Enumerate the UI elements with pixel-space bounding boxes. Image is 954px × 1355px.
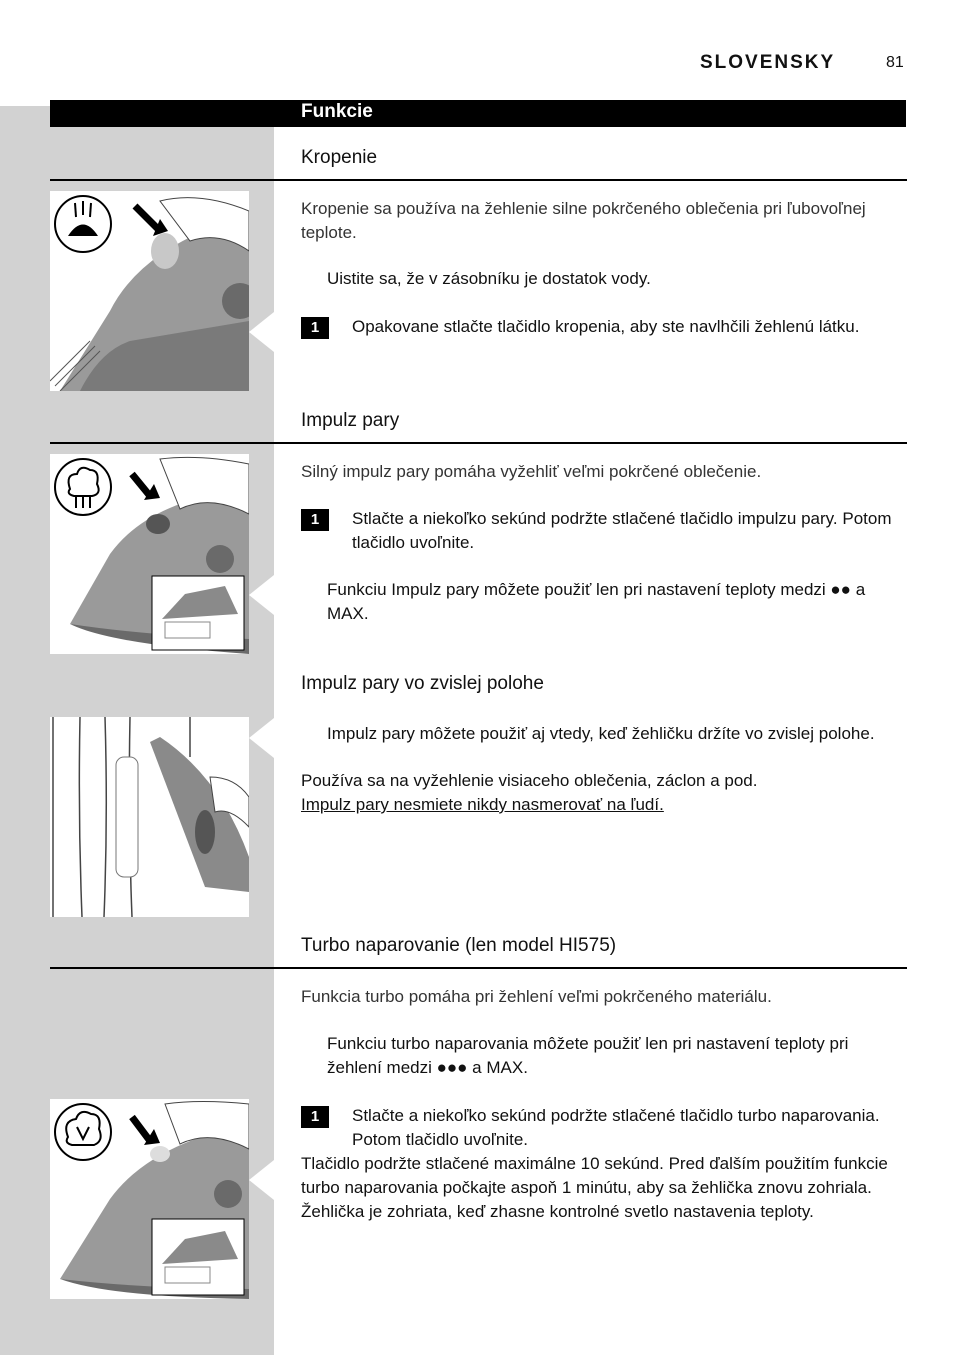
turbo-intro: Funkcia turbo pomáha pri žehlení veľmi pokrčeného materiálu. bbox=[301, 987, 772, 1006]
turbo-steam-figure bbox=[50, 1099, 249, 1299]
zvisla-warning bbox=[301, 793, 901, 817]
turbo-note-dots: ●●● bbox=[436, 1058, 468, 1077]
figure-pointer bbox=[249, 575, 274, 615]
language-header: SLOVENSKY bbox=[700, 52, 836, 73]
figure-pointer bbox=[249, 1160, 274, 1200]
figure-pointer bbox=[249, 718, 274, 758]
steam-burst-figure bbox=[50, 454, 249, 654]
turbo-step: Stlačte a niekoľko sekúnd podržte stlačené tlačidlo turbo naparovania. Potom tlačidlo uvoľnite. bbox=[352, 1106, 880, 1149]
zvisla-text: Používa sa na vyžehlenie visiaceho oblečenia, záclon a pod. bbox=[301, 771, 758, 790]
kropenie-note: Uistite sa, že v zásobníku je dostatok vody. bbox=[327, 269, 651, 288]
turbo-heading: Turbo naparovanie (len model HI575) bbox=[301, 935, 617, 956]
impulz-note bbox=[327, 578, 897, 626]
step-badge: 1 bbox=[301, 317, 329, 339]
impulz-note-dots: ●● bbox=[830, 580, 851, 599]
turbo-note-part2: a MAX. bbox=[472, 1058, 528, 1077]
impulz-note-part1: Funkciu Impulz pary môžete použiť len pri nastavení teploty medzi bbox=[327, 580, 826, 599]
zvisla-heading: Impulz pary vo zvislej polohe bbox=[301, 673, 544, 694]
impulz-note-part2: a MAX. bbox=[327, 580, 866, 623]
kropenie-step: Opakovane stlačte tlačidlo kropenia, aby ste navlhčili žehlenú látku. bbox=[352, 317, 860, 336]
turbo-note bbox=[327, 1032, 897, 1080]
impulz-heading: Impulz pary bbox=[301, 410, 400, 431]
section-title-bar bbox=[50, 100, 906, 127]
kropenie-heading: Kropenie bbox=[301, 147, 378, 168]
divider bbox=[50, 442, 907, 444]
impulz-intro: Silný impulz pary pomáha vyžehliť veľmi pokrčené oblečenie. bbox=[301, 462, 762, 481]
zvisla-warning-text: Impulz pary nesmiete nikdy nasmerovať na ľudí. bbox=[301, 795, 664, 814]
spray-figure bbox=[50, 191, 249, 391]
vertical-steam-figure bbox=[50, 717, 249, 917]
step-badge: 1 bbox=[301, 1106, 329, 1128]
divider bbox=[50, 179, 907, 181]
section-title: Funkcie bbox=[301, 101, 373, 122]
divider bbox=[50, 967, 907, 969]
step-badge: 1 bbox=[301, 509, 329, 531]
turbo-text: Tlačidlo podržte stlačené maximálne 10 sekúnd. Pred ďalším použitím funkcie turbo naparovania počkajte aspoň 1 minútu, aby sa žehlička znovu zohriala. Žehlička je zohriata, keď zhasne kontrolné svetlo nastavenia teploty. bbox=[301, 1154, 888, 1221]
figure-pointer bbox=[249, 312, 274, 352]
page-number: 81 bbox=[886, 54, 904, 71]
turbo-note-part1: Funkciu turbo naparovania môžete použiť len pri nastavení teploty pri žehlení medzi bbox=[327, 1034, 849, 1077]
impulz-step: Stlačte a niekoľko sekúnd podržte stlačené tlačidlo impulzu pary. Potom tlačidlo uvoľnite. bbox=[352, 509, 892, 552]
kropenie-intro: Kropenie sa používa na žehlenie silne pokrčeného oblečenia pri ľubovoľnej teplote. bbox=[301, 199, 866, 242]
zvisla-note: Impulz pary môžete použiť aj vtedy, keď žehličku držíte vo zvislej polohe. bbox=[327, 724, 875, 743]
